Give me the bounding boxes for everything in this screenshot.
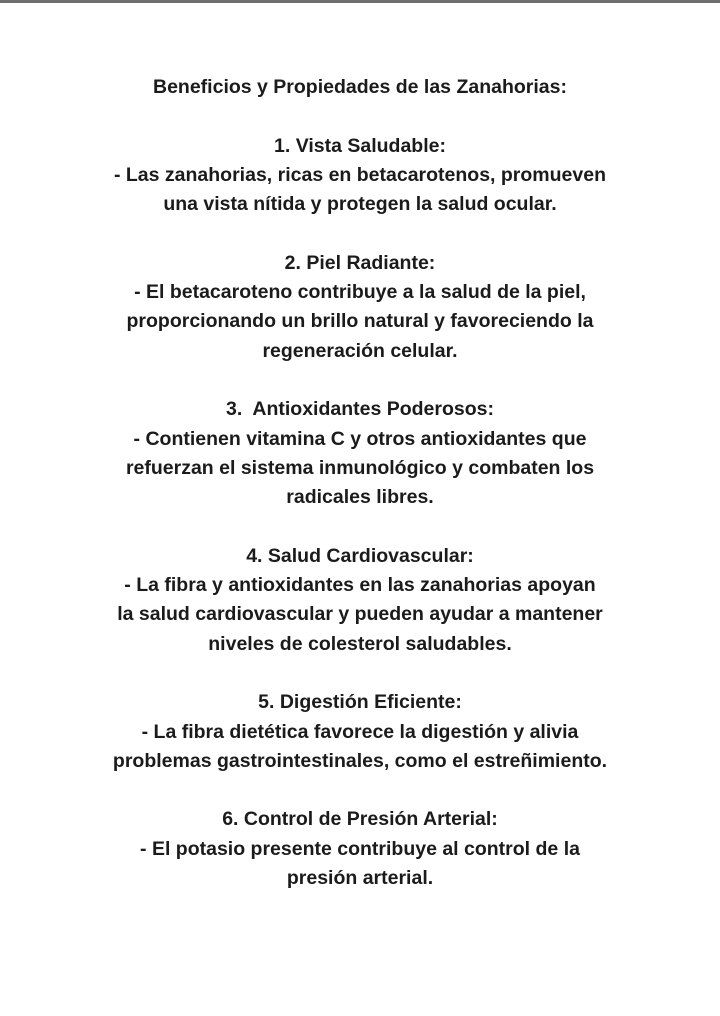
- section-heading: 6. Control de Presión Arterial:: [222, 808, 498, 831]
- top-border: [0, 0, 720, 3]
- section-line: - Contienen vitamina C y otros antioxidantes que: [133, 427, 587, 450]
- section-heading: 3. Antioxidantes Poderosos:: [226, 398, 494, 421]
- section-line: una vista nítida y protegen la salud ocular.: [163, 193, 557, 216]
- section-line: regeneración celular.: [262, 339, 458, 362]
- section-line: - La fibra y antioxidantes en las zanahorias apoyan: [124, 574, 596, 597]
- section-line: - El potasio presente contribuye al control de la: [140, 837, 580, 860]
- section-heading: 5. Digestión Eficiente:: [258, 691, 462, 714]
- section-line: presión arterial.: [286, 867, 434, 890]
- document-body: [0, 73, 720, 923]
- document-title: Beneficios y Propiedades de las Zanahorias:: [153, 76, 567, 98]
- section-line: - La fibra dietética favorece la digestión y alivia: [141, 720, 579, 743]
- section-line: problemas gastrointestinales, como el estreñimiento.: [112, 749, 608, 772]
- section-line: - El betacaroteno contribuye a la salud de la piel,: [134, 281, 586, 304]
- section-line: proporcionando un brillo natural y favoreciendo la: [126, 310, 594, 333]
- section-control-presion: [0, 805, 720, 893]
- section-line: niveles de colesterol saludables.: [208, 632, 512, 655]
- section-line: refuerzan el sistema inmunológico y combaten los: [125, 456, 595, 479]
- section-line: radicales libres.: [286, 486, 434, 509]
- section-heading: 4. Salud Cardiovascular:: [246, 544, 474, 567]
- section-heading: 2. Piel Radiante:: [284, 251, 436, 274]
- section-line: la salud cardiovascular y pueden ayudar a mantener: [117, 603, 603, 626]
- section-piel-radiante: [0, 249, 720, 366]
- section-line: - Las zanahorias, ricas en betacarotenos, promueven: [113, 163, 606, 186]
- section-digestion-eficiente: [0, 688, 720, 776]
- section-antioxidantes: [0, 395, 720, 512]
- section-vista-saludable: [0, 132, 720, 220]
- section-salud-cardiovascular: [0, 542, 720, 659]
- section-heading: 1. Vista Saludable:: [274, 134, 446, 157]
